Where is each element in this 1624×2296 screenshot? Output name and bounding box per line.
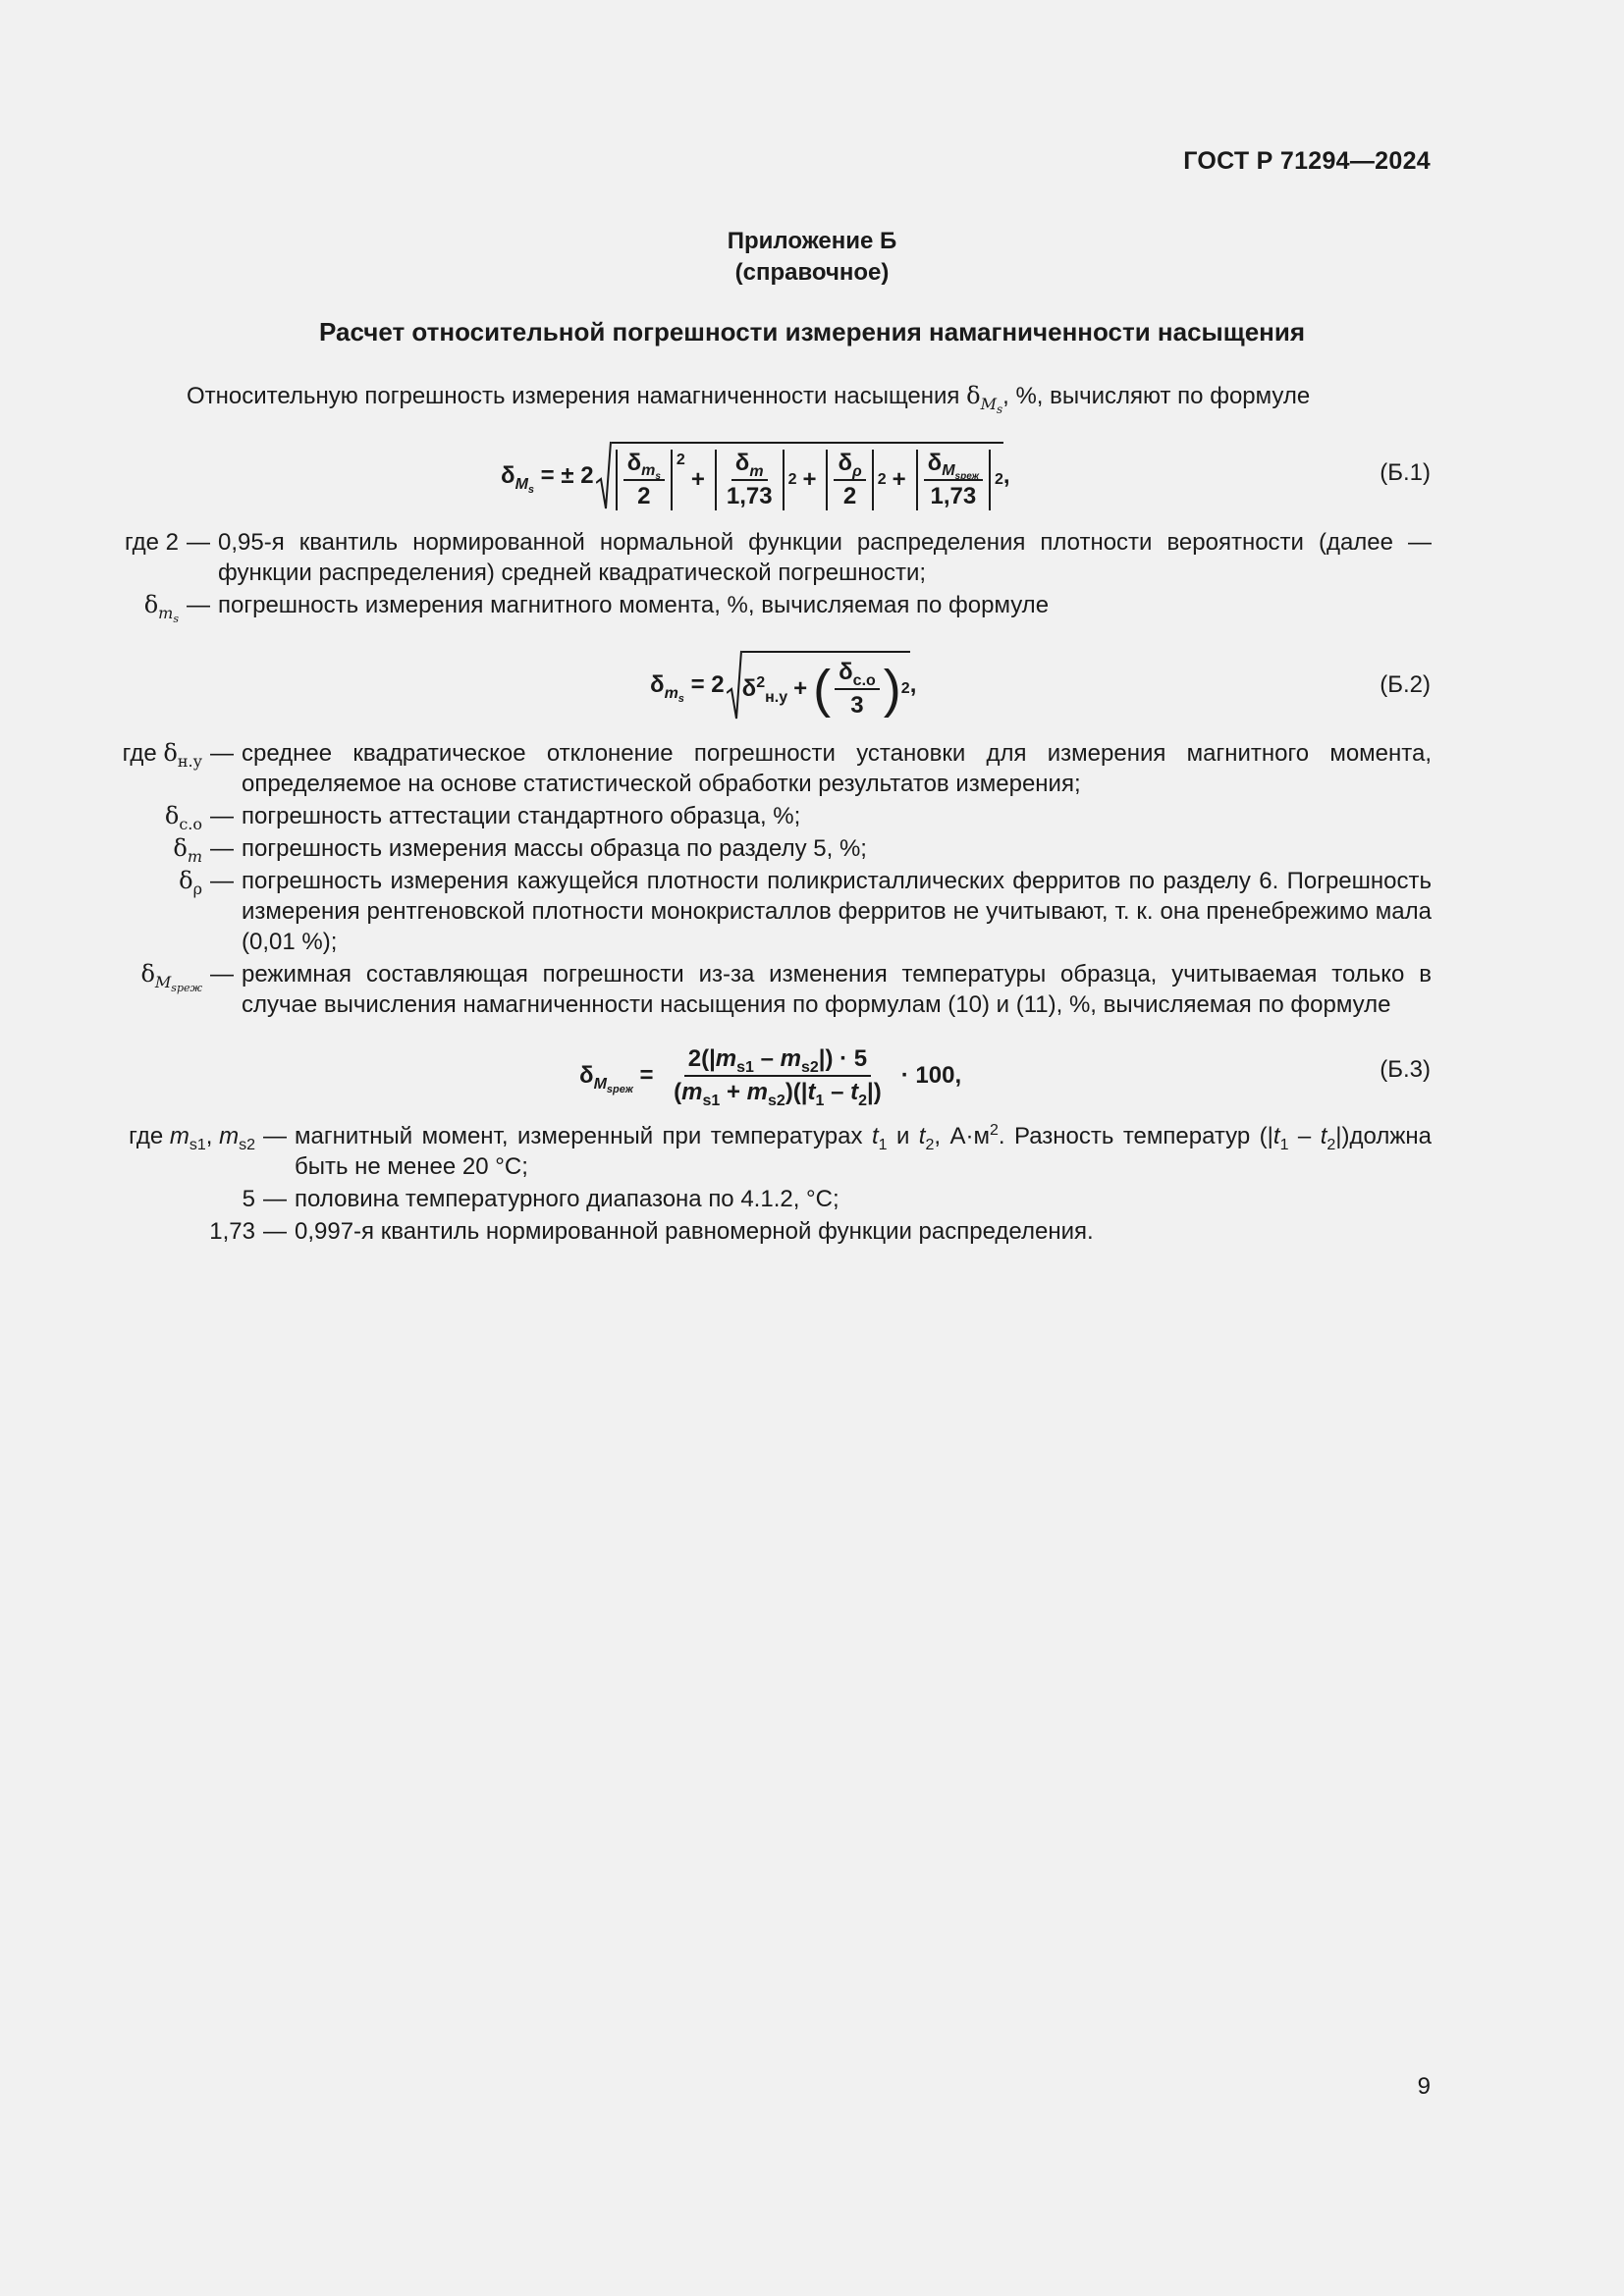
definition-dash: —: [187, 529, 210, 556]
definition-label: $\delta_{m_s}$: [143, 591, 179, 625]
intro-after: , %, вычисляют по формуле: [1002, 383, 1311, 409]
definition-label: 1,73: [209, 1218, 255, 1245]
definition-text: 0,95-я квантиль нормированной нормальной функции распределения плотности вероятности (далее — функции распределения) средней квадратической погрешности;: [218, 529, 1432, 586]
definition-text: 0,997-я квантиль нормированной равномерной функции распределения.: [295, 1218, 1094, 1245]
definition-row: [116, 801, 1432, 831]
definitions-block-2: [116, 738, 1432, 1020]
document-id: ГОСТ Р 71294—2024: [1183, 147, 1431, 175]
definition-row: [116, 1184, 1432, 1214]
equation-number-b3: (Б.3): [1380, 1056, 1431, 1083]
definition-text: среднее квадратическое отклонение погрешности установки для измерения магнитного момента, определяемое на основе статистической обработки результатов измерения;: [242, 740, 1432, 797]
appendix-kind: (справочное): [734, 259, 890, 286]
definition-dash: —: [210, 803, 234, 829]
section-title: Расчет относительной погрешности измерения намагниченности насыщения: [318, 317, 1306, 347]
definition-label: где 2: [124, 529, 179, 556]
formula-b3: $\delta_{M_{sреж}}$ = $\frac{2(|m_{s1} - m_{s2}|) \cdot 5}{(m_{s1} + m_{s2})(|t_1 - t_2|)}$ · 100,: [579, 1045, 962, 1109]
definition-dash: —: [263, 1218, 287, 1245]
definition-dash: —: [210, 868, 234, 894]
definition-row: [116, 590, 1432, 625]
definition-dash: —: [263, 1186, 287, 1212]
definition-row: [116, 959, 1432, 1020]
delta-Ms-symbol: $\delta_{M_s}$: [966, 382, 1003, 416]
definition-dash: —: [210, 835, 234, 862]
definition-dash: —: [210, 740, 234, 767]
definition-label: где $m_{s1}$, $m_{s2}$: [129, 1123, 255, 1153]
definition-label: $\delta_m$: [173, 834, 202, 866]
definition-row: [116, 527, 1432, 588]
definition-label: где $\delta_{н.у}$: [122, 739, 202, 771]
definition-text: половина температурного диапазона по 4.1.2, °С;: [295, 1186, 839, 1212]
definition-row: [116, 1121, 1432, 1182]
definition-label: 5: [242, 1186, 255, 1212]
definition-row: [116, 866, 1432, 957]
page-number: 9: [1417, 2073, 1431, 2100]
appendix-title: Приложение Б: [727, 228, 897, 254]
intro-before: Относительную погрешность измерения намагниченности насыщения: [187, 383, 967, 409]
formula-b1: $\delta_{M_s}$ = ± 2 $\frac{\delta_{m_s}}{2}$ 2 + $\frac{\delta_m}{1,73}$ 2 + $\frac{\delta_\rho}{2}$ 2 + $\frac{\delta_{M_{sреж}}}{1,73}$ 2 ,: [501, 440, 1010, 512]
definitions-block-1: [116, 527, 1432, 625]
sqrt-sign: [727, 648, 742, 722]
definition-text: режимная составляющая погрешности из-за изменения температуры образца, учитываемая только в случае вычисления намагниченности насыщения по формулам (10) и (11), %, вычисляемая по формуле: [242, 961, 1432, 1018]
definition-text: магнитный момент, измеренный при температурах $t_1$ и $t_2$, $А\cdot м^2$. Разность температур ($|t_1$ – $t_2|)должна$ быть не менее 20 °С;: [295, 1122, 1432, 1180]
definition-dash: —: [263, 1123, 287, 1149]
definition-label: $\delta_\rho$: [179, 867, 202, 898]
definition-text: погрешность измерения кажущейся плотности поликристаллических ферритов по разделу 6. Погрешность измерения рентгеновской плотности монокристаллов ферритов не учитывают, т. к. она пренебрежимо мала (0,01 %);: [242, 868, 1432, 955]
sqrt-sign: [596, 440, 612, 512]
definition-text: погрешность измерения массы образца по разделу 5, %;: [242, 835, 867, 862]
definition-text: погрешность аттестации стандартного образца, %;: [242, 803, 801, 829]
definitions-block-3: [116, 1121, 1432, 1247]
definition-row: [116, 833, 1432, 864]
intro-paragraph: [187, 381, 1311, 416]
definition-row: [116, 1216, 1432, 1247]
definition-dash: —: [210, 961, 234, 988]
equation-number-b1: (Б.1): [1380, 459, 1431, 486]
equation-number-b2: (Б.2): [1380, 671, 1431, 698]
definition-label: $\delta_{с.о}$: [164, 802, 202, 833]
definition-text: погрешность измерения магнитного момента, %, вычисляемая по формуле: [218, 592, 1050, 618]
definition-row: [116, 738, 1432, 799]
formula-b2: $\delta_{m_s} = 2$ $\delta^2_{н.у}$ + ( $\frac{\delta_{с.о}}{3}$ ) 2 ,: [650, 648, 916, 722]
definition-label: $\delta_{M_{sреж}}$: [140, 960, 202, 994]
definition-dash: —: [187, 592, 210, 618]
